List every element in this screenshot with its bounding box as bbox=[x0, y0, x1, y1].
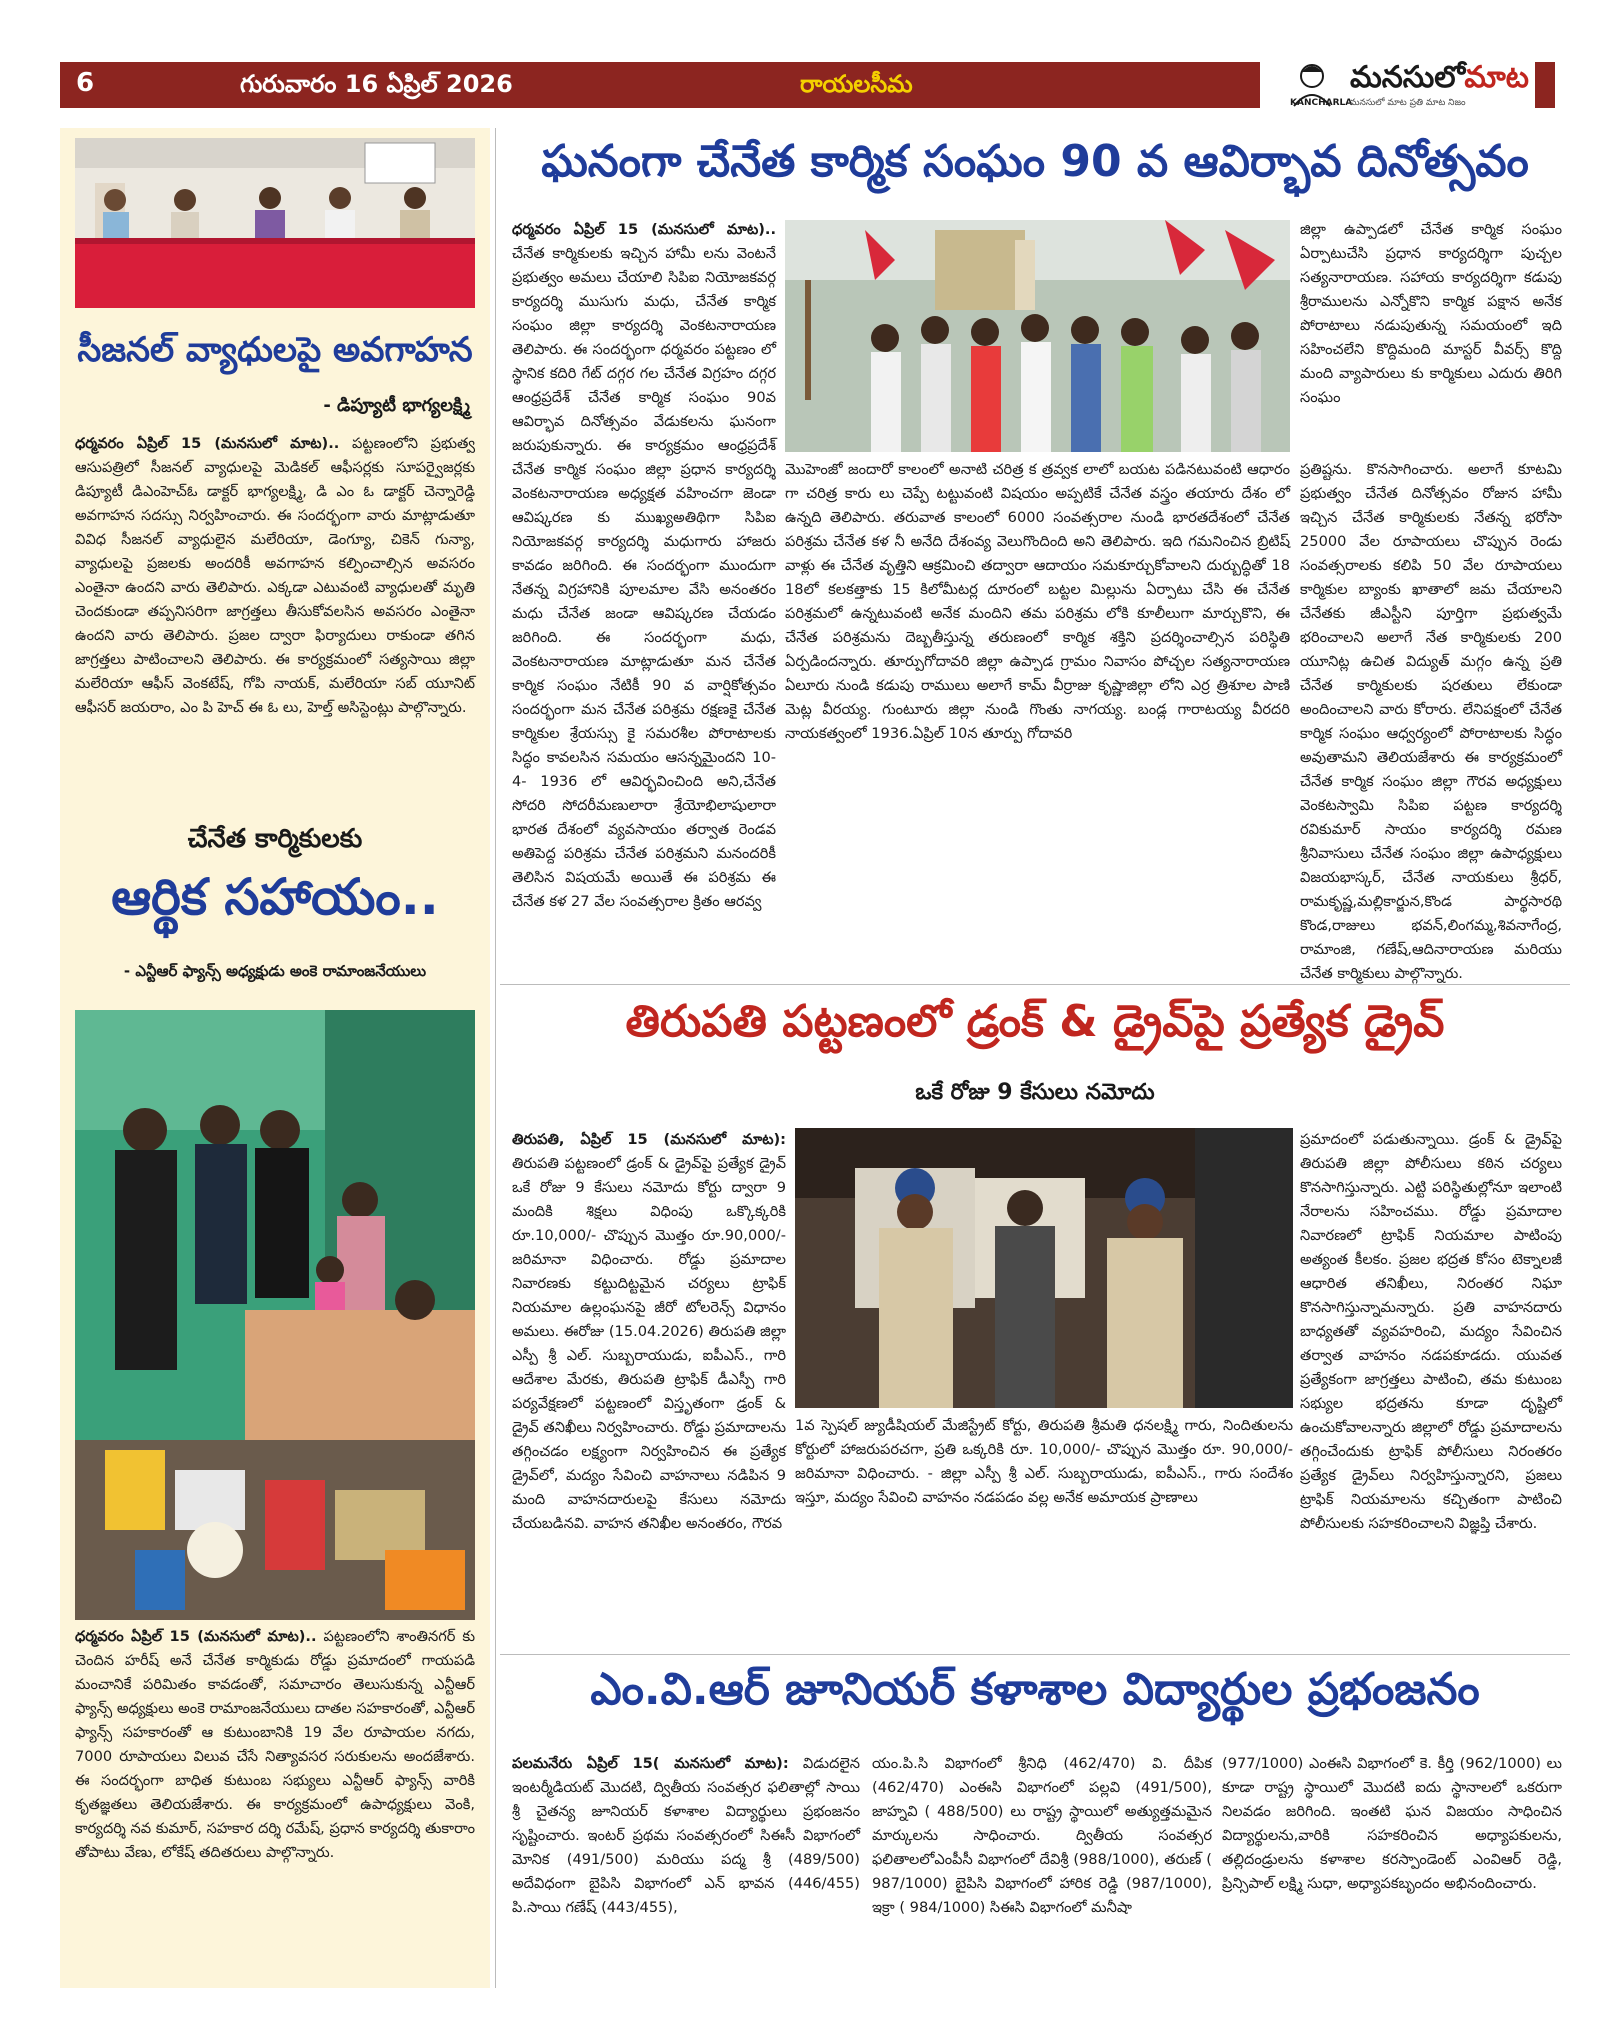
police-officers-photo bbox=[795, 1128, 1293, 1408]
aid-byline: - ఎన్టీఆర్ ఫ్యాన్స్ అధ్యక్షుడు అంకె రామాంజనేయులు bbox=[123, 962, 427, 980]
header-accent bbox=[1535, 62, 1555, 108]
aid-article-body bbox=[75, 1625, 475, 1985]
column-divider bbox=[495, 128, 496, 1988]
issue-date: గురువారం 16 ఏప్రిల్ 2026 bbox=[240, 70, 513, 98]
seasonal-dateline: ధర్మవరం ఏప్రిల్ 15 (మనసులో మాట).. bbox=[75, 435, 340, 452]
seasonal-article-body bbox=[75, 432, 475, 802]
mvr-col-3-text: (977/1000) ఎంఈసి విభాగంలో కె. కీర్తి (962/1000) లు కూడా రాష్ట్ర స్థాయిలో మొదటి ఐదు స్థానాలలో ఒకరుగా నిలవడం జరిగింది. ఇంతటి ఘన విజయం సాధించిన విద్యార్థులను,వారికి సహకరించిన అధ్యాపకులను, తల్లిదండ్రులను కళాశాల కరస్పాండెంట్ ఎంవిఆర్ రెడ్డి, ప్రిన్సిపాల్ లక్ష్మి సుధా, అధ్యాపకబృందం అభినందించారు. bbox=[1222, 1755, 1562, 1892]
mvr-col-2-text: యం.పి.సి విభాగంలో శ్రీనిధి (462/470) వి. దీపిక (462/470) ఎంఈసి విభాగంలో పల్లవి (491/500), జాహ్నవి ( 488/500) లు రాష్ట్ర స్థాయిలో అత్యుత్తమమైన మార్కులను సాధించారు. ద్వితీయ సంవత్సర ఫలితాలలోఎంపీసీ విభాగంలో దేవిశ్రీ (988/1000), తరుణ్ ( 987/1000) బైపిసి విభాగంలో హారిక రెడ్డి (987/1000), ఇక్రా ( 984/1000) సిఈసి విభాగంలో మనీషా bbox=[872, 1755, 1212, 1916]
weavers-dateline: ధర్మవరం ఏప్రిల్ 15 (మనసులో మాట).. bbox=[512, 221, 776, 238]
aid-dateline: ధర్మవరం ఏప్రిల్ 15 (మనసులో మాట).. bbox=[75, 1628, 317, 1645]
drunk-drive-col-1-text: తిరుపతి పట్టణంలో డ్రంక్ & డ్రైవ్‌పై ప్రత్యేక డ్రైవ్ ఒకే రోజు 9 కేసులు నమోదు కోర్టు ద్వారా 9 మందికి శిక్షలు విధింపు ఒక్కొక్కరికి రూ.10,000/- చొప్పున మొత్తం రూ.90,000/- జరిమానా విధించారు. రోడ్డు ప్రమాదాల నివారణకు కట్టుదిట్టమైన చర్యలు ట్రాఫిక్ నియమాల ఉల్లంఘనపై జీరో టోలరెన్స్ విధానం అమలు. ఈరోజు (15.04.2026) తిరుపతి జిల్లా ఎస్పీ శ్రీ ఎల్. సుబ్బరాయుడు, ఐపీఎస్., గారి ఆదేశాల మేరకు, తిరుపతి ట్రాఫిక్ డీఎస్పీ గారి పర్యవేక్షణలో పట్టణంలో విస్తృతంగా డ్రంక్ & డ్రైవ్ తనిఖీలు నిర్వహించారు. రోడ్డు ప్రమాదాలను తగ్గించడం లక్ష్యంగా నిర్వహించిన ఈ ప్రత్యేక డ్రైవ్‌లో, మద్యం సేవించి వాహనాలు నడిపిన 9 మంది వాహనదారులపై కేసులు నమోదు చేయబడినవి. వాహన తనిఖీల అనంతరం, గౌరవ bbox=[512, 1155, 786, 1532]
aid-text: పట్టణంలోని శాంతినగర్ కు చెందిన హరీష్ అనే చేనేత కార్మికుడు రోడ్డు ప్రమాదంలో గాయపడి మంచానికే పరిమితం కావడంతో, సమాచారం తెలుసుకున్న ఎన్టీఆర్ ఫ్యాన్స్ అధ్యక్షులు అంకె రామాంజనేయులు దాతల సహకారంతో, ఎన్టీఆర్ ఫ్యాన్స్ సహకారంతో ఆ కుటుంబానికి 19 వేల రూపాయల నగదు, 7000 రూపాయలు విలువ చేసే నిత్యావసర సరుకులను అందజేశారు. ఈ సందర్భంగా బాధిత కుటుంబ సభ్యులు ఎన్టీఆర్ ఫ్యాన్స్ వారికి కృతజ్ఞతలు తెలియజేశారు. ఈ కార్యక్రమంలో ఉపాధ్యక్షులు వెంకి, కార్యదర్శి నవ కుమార్, సహకార దర్శి రమేష్, ప్రధాన కార్యదర్శి తుకారాం తోపాటు వేణు, లోకేష్ తదితరులు పాల్గొన్నారు. bbox=[75, 1628, 475, 1861]
masthead-logo bbox=[1290, 58, 1530, 110]
aid-kicker: చేనేత కార్మికులకు bbox=[187, 824, 363, 854]
mvr-col-1-text: విడుదలైన ఇంటర్మీడియట్ మొదటి, ద్వితీయ సంవత్సర ఫలితాల్లో సాయి శ్రీ చైతన్య జూనియర్ కళాశాల విద్యార్థులు ప్రభంజనం సృష్టించారు. ఇంటర్ ప్రథమ సంవత్సరంలో సిఈసీ విభాగంలో మోనిక (491/500) మరియు పద్మ శ్రీ (489/500) అదేవిధంగా బైపిసి విభాగంలో ఎన్ భావన (446/455) పి.సాయి గణేష్ (443/455), bbox=[512, 1755, 860, 1916]
weavers-union-headline: ఘనంగా చేనేత కార్మిక సంఘం 90 వ ఆవిర్భావ దినోత్సవం bbox=[541, 136, 1529, 187]
aid-headline: ఆర్థిక సహాయం.. bbox=[111, 868, 439, 926]
seasonal-meeting-photo bbox=[75, 138, 475, 308]
drunk-drive-col-1 bbox=[512, 1128, 786, 1648]
weavers-col-2-text: మొహెంజో జందారో కాలంలో అనాటి చరిత్ర క త్రవ్వక లాలో బయట పడినటువంటి ఆధారం గా చరిత్ర కారు లు చెప్పే టట్టువంటి విషయం అప్పటికే చేనేత వస్త్రం తయారు దేశం లో ఉన్నది తెలిపారు. తరువాత కాలంలో 6000 సంవత్సరాల నుండి భారతదేశంలో చేనేత పరిశ్రమ చేనేత కళ నీ అనేది దేశంవ్య వెలుగొందింది అని తెలిపారు. ఇది గమనించిన బ్రిటిష్ వాళ్లు ఈ చేనేత వృత్తిని ఆక్రమించి తద్వారా ఆదాయం సమకూర్చుకోవాలని దుర్బుద్ధితో 18 18లో కలకత్తాకు 15 కిలోమీటర్ల దూరంలో బట్టల మిల్లును ఏర్పాటు చేసి ఈ చేనేత పరిశ్రమలో ఉన్నటువంటి అనేక మందిని తమ పరిశ్రమ లోకి కూలీలుగా మార్చుకొని, ఈ చేనేత పరిశ్రమను దెబ్బతీస్తున్న తరుణంలో కార్మిక శక్తిని ప్రదర్శించాల్సిన పరిస్థితి ఏర్పడిందన్నారు. తూర్పుగోదావరి జిల్లా ఉప్పాడ గ్రామం నివాసం పోచ్చల సత్యనారాయణ ఏలూరు నుండి కడుపు రాములు అలాగే కామ్ వీర్రాజు కృష్ణాజిల్లా లోని ఎర్ర త్రిశూల పాణి మెట్ల వీరయ్య. గుంటూరు జిల్లా నుండి గొంతు నాగయ్య. బండ్ల గారాటయ్య వీరదరి నాయకత్వంలో 1936.ఏప్రిల్ 10న తూర్పు గోదావరి bbox=[785, 461, 1290, 742]
drunk-drive-col-3 bbox=[1300, 1128, 1562, 1648]
seasonal-byline: - డిప్యూటీ భాగ్యలక్ష్మి bbox=[323, 395, 470, 416]
weavers-col-3-top-text: జిల్లా ఉప్పాడలో చేనేత కార్మిక సంఘం ఏర్పాటుచేసి ప్రధాన కార్యదర్శిగా పుచ్చల సత్యనారాయణ. సహాయ కార్యదర్శిగా కడుపు శ్రీరాములను ఎన్నోకొని కార్మిక పక్షాన అనేక పోరాటాలు నడుపుతున్న సమయంలో ఇది సహించలేని కొద్దిమంది మాస్టర్ వీవర్స్ కొద్ది మంది వ్యాపారులు కు కార్మికులు ఎదురు తిరిగి సంఘం bbox=[1300, 221, 1562, 406]
drunk-drive-col-2-text: 1వ స్పెషల్ జ్యుడీషియల్ మేజిస్ట్రేట్ కోర్టు, తిరుపతి శ్రీమతి ధనలక్ష్మి గారు, నిందితులను కోర్టులో హాజరుపరచగా, ప్రతి ఒక్కరికి రూ. 10,000/- చొప్పున మొత్తం రూ. 90,000/- జరిమానా విధించారు. - జిల్లా ఎస్పీ శ్రీ ఎల్. సుబ్బరాయుడు, ఐపీఎస్., గారు సందేశం ఇస్తూ, మద్యం సేవించి వాహనం నడపడం వల్ల అనేక అమాయక ప్రాణాలు bbox=[795, 1417, 1293, 1506]
logo-owner: KANCHARLA bbox=[1290, 98, 1353, 108]
seasonal-text: పట్టణంలోని ప్రభుత్వ ఆసుపత్రిలో సీజనల్ వ్యాధులపై మెడికల్ ఆఫీసర్లకు సూపర్వైజర్లకు డిప్యూటీ డిఎంహెచ్ఓ డాక్టర్ భాగ్యలక్ష్మి, డి ఎం ఓ డాక్టర్ చెన్నారెడ్డి అవగాహన సదస్సు నిర్వహించారు. ఈ సందర్భంగా వారు మాట్లాడుతూ వివిధ సీజనల్ వ్యాధులైన మలేరియా, డెంగ్యూ, చికెన్ గున్యా, వ్యాధులపై ప్రజలకు అందరికీ అవగాహన కల్పించాల్సిన అవసరం ఎంతైనా ఉందని వారు తెలిపారు. ఎక్కడా ఎటువంటి వ్యాధులతో మృతి చెందకుండా తప్పనిసరిగా జాగ్రత్తలు తీసుకోవలసిన అవసరం ఎంతైనా ఉందని వారు తెలిపారు. ప్రజల ద్వారా ఫిర్యాదులు రాకుండా తగిన జాగ్రత్తలు పాటించాలని తెలిపారు. ఈ కార్యక్రమంలో సత్యసాయి జిల్లా మలేరియా ఆఫీస్ వెంకటేష్, గోపి నాయక్, మలేరియా సబ్ యూనిట్ ఆఫీసర్ జయరాం, ఎం పి హెచ్ ఈ ఓ లు, హెల్త్ అసిస్టెంట్లు పాల్గొన్నారు. bbox=[75, 435, 476, 716]
weavers-col-3-text: ప్రతిష్టను. కొనసాగించారు. అలాగే కూటమి ప్రభుత్వం చేనేత దినోత్సవం రోజున హామీ ఇచ్చిన చేనేత కార్మికులకు నేతన్న భరోసా 25000 వేల రూపాయలు చొప్పున రెండు సంవత్సరాలకు కలిపి 50 వేల రూపాయలు కార్మికుల బ్యాంకు ఖాతాలో జమ చేయాలని చేనేతకు జీఎస్టీని పూర్తిగా ప్రభుత్వమే భరించాలని అలాగే నేత కార్మికులకు 200 యూనిట్ల ఉచిత విద్యుత్ మగ్గం ఉన్న ప్రతి చేనేత కార్మికులకు షరతులు లేకుండా అందించాలని వారు కోరారు. లేనిపక్షంలో చేనేత కార్మిక సంఘం ఆధ్వర్యంలో పోరాటాలకు సిద్ధం అవుతామని తెలియజేశారు ఈ కార్యక్రమంలో చేనేత కార్మిక సంఘం జిల్లా గౌరవ అధ్యక్షులు వెంకటస్వామి సిపిఐ పట్టణ కార్యదర్శి రవికుమార్ సాయం కార్యదర్శి రమణ శ్రీనివాసులు చేనేత సంఘం జిల్లా ఉపాధ్యక్షులు విజయభాస్కర్, చేనేత నాయకులు శ్రీధర్, రామకృష్ణ,మల్లికార్జున,కొండ పార్థసారథి కొండ,రాజులు భవన్,లింగమ్మ,శివనాగేంద్ర, రామాంజి, గణేష్,ఆదినారాయణ మరియు చేనేత కార్మికులు పాల్గొన్నారు. bbox=[1300, 461, 1562, 982]
weavers-rally-photo bbox=[785, 220, 1290, 452]
region-label: రాయలసీమ bbox=[800, 70, 913, 98]
drunk-drive-headline: తిరుపతి పట్టణంలో డ్రంక్ & డ్రైవ్‌పై ప్రత్యేక డ్రైవ్ bbox=[625, 996, 1445, 1047]
aid-family-photo bbox=[75, 1010, 475, 1620]
weavers-col-3 bbox=[1300, 458, 1562, 982]
page-number: 6 bbox=[76, 68, 95, 98]
weavers-col-1-text: చేనేత కార్మికులకు ఇచ్చిన హామీ లను వెంటనే ప్రభుత్వం అమలు చేయాలి సిపిఐ నియోజకవర్గ కార్యదర్శి ముసుగు మధు, చేనేత కార్మిక సంఘం జిల్లా కార్యదర్శి వెంకటనారాయణ తెలిపారు. ఈ సందర్భంగా ధర్మవరం పట్టణం లో స్థానిక కదిరి గేట్ దగ్గర గల చేనేత విగ్రహం దగ్గర ఆంధ్రప్రదేశ్ చేనేత కార్మిక సంఘం 90వ ఆవిర్భావ దినోత్సవం వేడుకలను ఘనంగా జరుపుకున్నారు. ఈ కార్యక్రమం ఆంధ్రప్రదేశ్ చేనేత కార్మిక సంఘం జిల్లా ప్రధాన కార్యదర్శి వెంకటనారాయణ అధ్యక్షత వహించగా జెండా ఆవిష్కరణ కు ముఖ్యఅతిథిగా సిపిఐ నియోజకవర్గ కార్యదర్శి మధుగారు హాజరు కావడం జరిగింది. ఈ సందర్భంగా ముందుగా నేతన్న విగ్రహానికి పూలమాల వేసి అనంతరం మధు చేనేత జండా ఆవిష్కరణ చేయడం జరిగింది. ఈ సందర్భంగా మధు, వెంకటనారాయణ మాట్లాడుతూ మన చేనేత కార్మిక సంఘం నేటికీ 90 వ వార్షికోత్సవం సందర్భంగా మన చేనేత పరిశ్రమ రక్షణకై చేనేత కార్మికుల శ్రేయస్సు కై సమరశీల పోరాటాలకు సిద్ధం కావలసిన సమయం ఆసన్నమైందని 10- 4- 1936 లో ఆవిర్భవించింది అని,చేనేత సోదరి సోదరీమణులారా శ్రేయోభిలాషులారా భారత దేశంలో వ్యవసాయం తర్వాత రెండవ అతిపెద్ద పరిశ్రమ చేనేత పరిశ్రమని మనందరికీ తెలిసిన విషయమే అయితే ఈ పరిశ్రమ ఈ చేనేత కళ 27 వేల సంవత్సరాల క్రితం ఆరవ్వ bbox=[512, 245, 776, 910]
mvr-col-3 bbox=[1222, 1752, 1562, 1992]
section-divider bbox=[500, 984, 1570, 985]
seasonal-headline: సీజనల్ వ్యాధులపై అవగాహన bbox=[77, 330, 473, 370]
logo-wordmark: మనసులోమాట bbox=[1350, 60, 1529, 95]
drunk-drive-col-3-text: ప్రమాదంలో పడుతున్నాయి. డ్రంక్ & డ్రైవ్‌పై తిరుపతి జిల్లా పోలీసులు కఠిన చర్యలు కొనసాగిస్తున్నారు. ఎట్టి పరిస్థితుల్లోనూ ఇలాంటి నేరాలను సహించము. రోడ్డు ప్రమాదాల నివారణలో ట్రాఫిక్ నియమాల పాటింపు అత్యంత కీలకం. ప్రజల భద్రత కోసం టెక్నాలజీ ఆధారిత తనిఖీలు, నిరంతర నిఘా కొనసాగిస్తున్నామన్నారు. ప్రతి వాహనదారు బాధ్యతతో వ్యవహరించి, మద్యం సేవించిన తర్వాత వాహనం నడపకూడదు. యువత ప్రత్యేకంగా జాగ్రత్తలు పాటించి, తమ కుటుంబ సభ్యుల భద్రతను కూడా దృష్టిలో ఉంచుకోవాలన్నారు జిల్లాలో రోడ్డు ప్రమాదాలను తగ్గించేందుకు ట్రాఫిక్ పోలీసులు నిరంతరం ప్రత్యేక డ్రైవ్‌లు నిర్వహిస్తున్నారని, ప్రజలు ట్రాఫిక్ నియమాలను కచ్చితంగా పాటించి పోలీసులకు సహకరించాలని విజ్ఞప్తి చేశారు. bbox=[1300, 1131, 1562, 1532]
weavers-col-2 bbox=[785, 458, 1290, 970]
mvr-dateline: పలమనేరు ఏప్రిల్ 15( మనసులో మాట): bbox=[512, 1755, 789, 1772]
mvr-col-2 bbox=[872, 1752, 1212, 1992]
mvr-col-1 bbox=[512, 1752, 860, 1992]
weavers-col-1 bbox=[512, 218, 776, 970]
weavers-col-3-top bbox=[1300, 218, 1562, 456]
drunk-drive-subhead: ఒకే రోజు 9 కేసులు నమోదు bbox=[915, 1080, 1155, 1105]
mvr-college-headline: ఎం.వి.ఆర్ జూనియర్ కళాశాల విద్యార్థుల ప్రభంజనం bbox=[590, 1664, 1480, 1715]
header-bar bbox=[60, 62, 1260, 108]
drunk-drive-dateline: తిరుపతి, ఏప్రిల్ 15 (మనసులో మాట): bbox=[512, 1131, 786, 1148]
section-divider bbox=[500, 1654, 1570, 1655]
logo-tagline: మనసులో మాట ప్రతి మాట నిజం bbox=[1350, 98, 1466, 108]
drunk-drive-col-2 bbox=[795, 1414, 1293, 1648]
